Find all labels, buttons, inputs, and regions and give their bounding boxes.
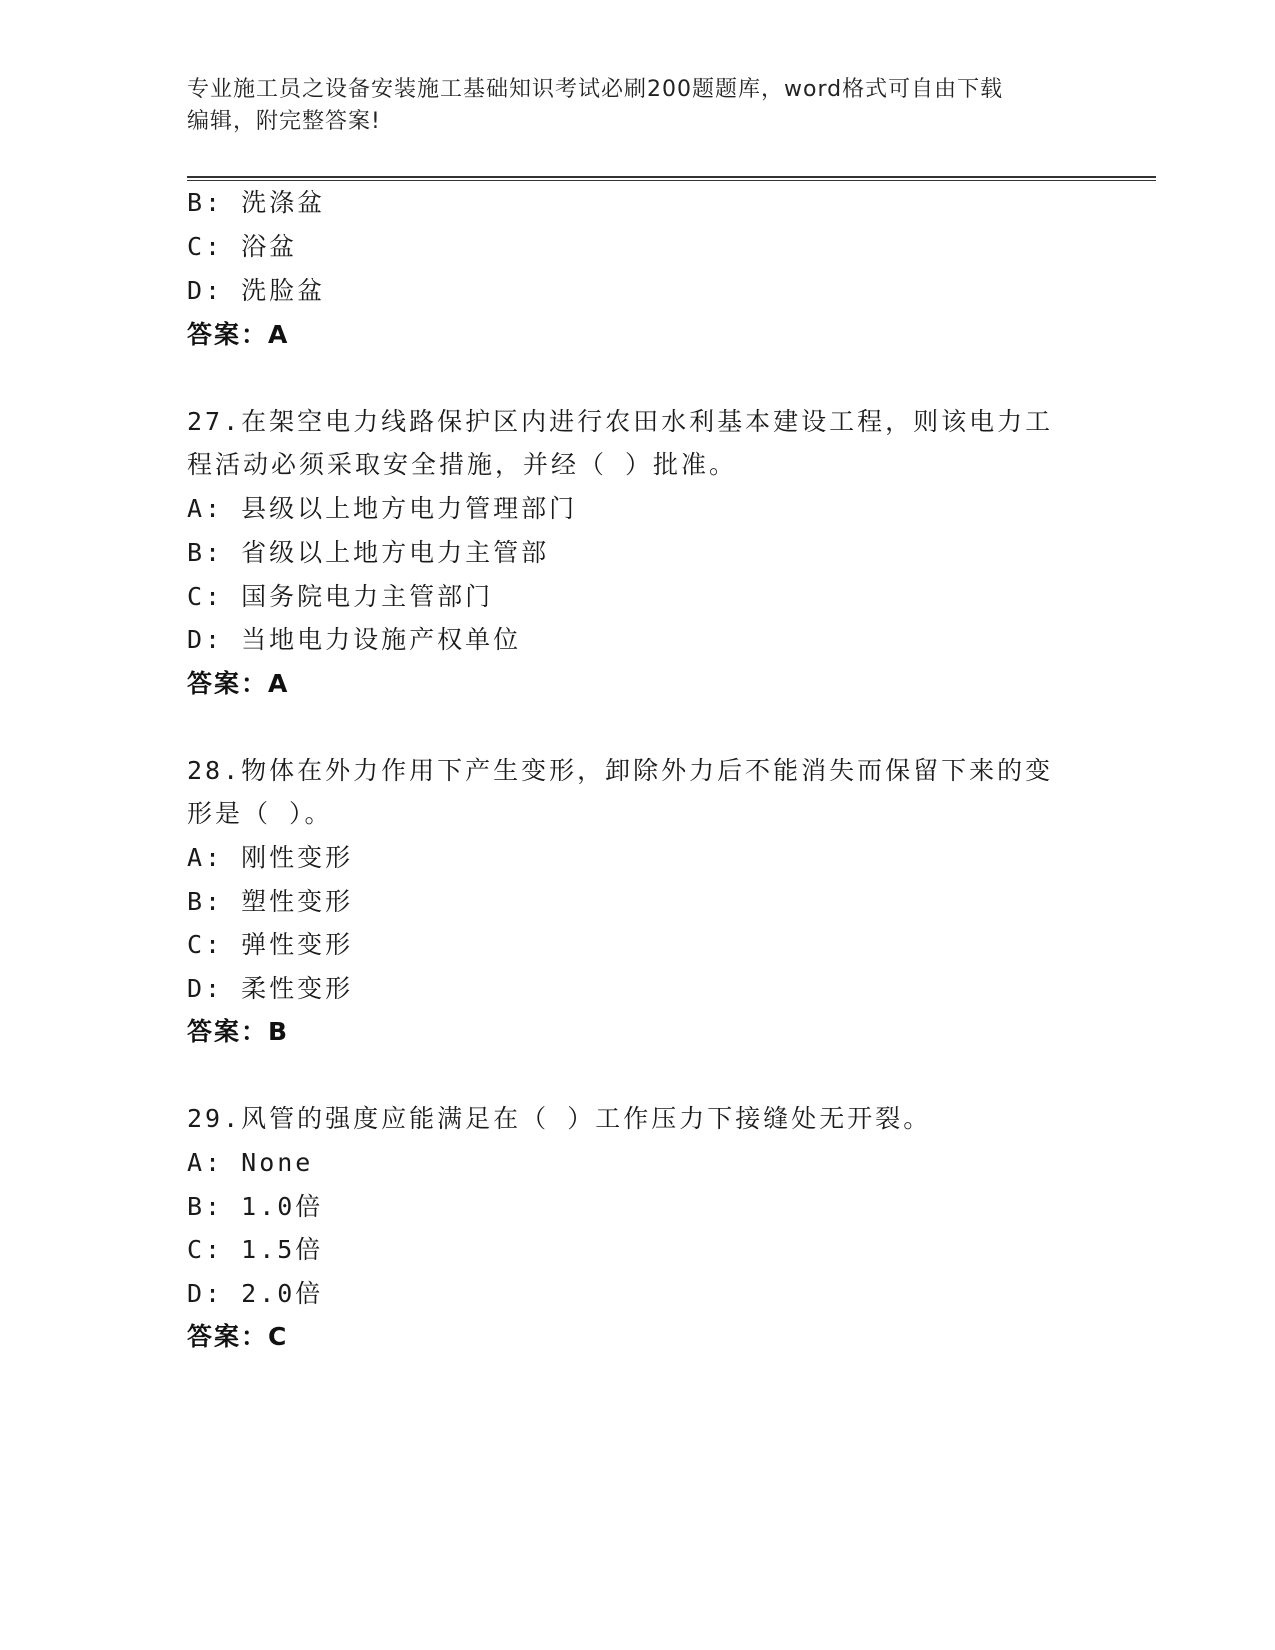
q29-option-b: B: 1.0倍 xyxy=(187,1192,324,1221)
q26-option-d: D: 洗脸盆 xyxy=(187,276,326,305)
q29-stem-line-1: 29.风管的强度应能满足在（ ）工作压力下接缝处无开裂。 xyxy=(187,1104,932,1133)
header-divider xyxy=(187,176,1156,181)
q28-stem-line-2: 形是（ ）。 xyxy=(187,799,333,828)
q27-answer: 答案：A xyxy=(187,669,290,698)
header-title-line-2: 编辑，附完整答案! xyxy=(187,109,381,134)
q29-option-a: A: None xyxy=(187,1148,314,1177)
q28-option-d: D: 柔性变形 xyxy=(187,974,354,1003)
q26-option-c: C: 浴盆 xyxy=(187,232,298,261)
q27-stem-line-1: 27.在架空电力线路保护区内进行农田水利基本建设工程，则该电力工 xyxy=(187,407,1054,436)
q26-option-b: B: 洗涤盆 xyxy=(187,188,326,217)
q27-option-d: D: 当地电力设施产权单位 xyxy=(187,625,522,654)
q26-answer: 答案：A xyxy=(187,320,290,349)
q29-answer: 答案：C xyxy=(187,1322,289,1351)
q29-option-d: D: 2.0倍 xyxy=(187,1279,324,1308)
q28-option-b: B: 塑性变形 xyxy=(187,887,354,916)
q28-stem-line-1: 28.物体在外力作用下产生变形，卸除外力后不能消失而保留下来的变 xyxy=(187,756,1054,785)
page-header xyxy=(187,74,1067,138)
q27-option-b: B: 省级以上地方电力主管部 xyxy=(187,538,550,567)
header-title-line-1: 专业施工员之设备安装施工基础知识考试必刷200题题库，word格式可自由下载 xyxy=(187,77,1004,102)
q27-option-c: C: 国务院电力主管部门 xyxy=(187,582,494,611)
q28-option-a: A: 刚性变形 xyxy=(187,843,354,872)
q28-option-c: C: 弹性变形 xyxy=(187,930,354,959)
q28-answer: 答案：B xyxy=(187,1017,290,1046)
q29-option-c: C: 1.5倍 xyxy=(187,1235,324,1264)
q27-stem-line-2: 程活动必须采取安全措施，并经（ ）批准。 xyxy=(187,450,738,479)
q27-option-a: A: 县级以上地方电力管理部门 xyxy=(187,494,578,523)
